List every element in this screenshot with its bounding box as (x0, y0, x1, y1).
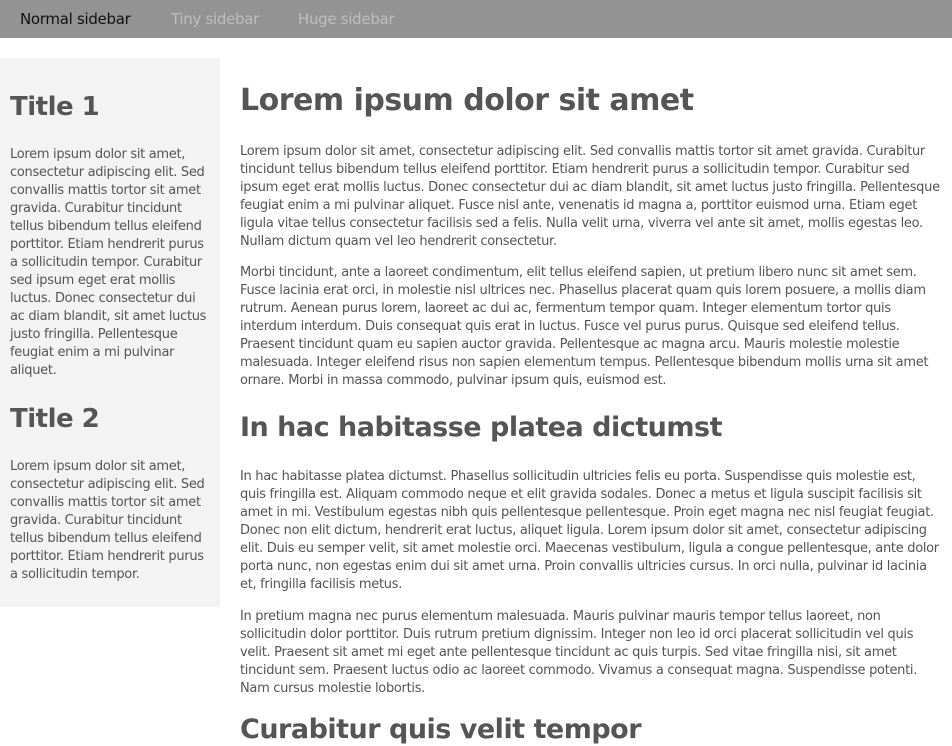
nav-normal-sidebar[interactable]: Normal sidebar (20, 10, 131, 28)
sidebar-text-1: Lorem ipsum dolor sit amet, consectetur adipiscing elit. Sed convallis mattis tortor sit amet gravida. Curabitur tincidunt tellus bibendum tellus eleifend porttitor. Etiam hendrerit purus a sollicitudin tempor. Curabitur sed ipsum eget erat mollis luctus. Donec consectetur dui ac diam blandit, sit amet luctus justo fringilla. Pellentesque feugiat enim a mi pulvinar aliquet. (10, 147, 207, 378)
sidebar-text-2: Lorem ipsum dolor sit amet, consectetur adipiscing elit. Sed convallis mattis tortor sit amet gravida. Curabitur tincidunt tellus bibendum tellus eleifend porttitor. Etiam hendrerit purus a sollicitudin tempor. (10, 459, 205, 582)
paragraph-2: Morbi tincidunt, ante a laoreet condimentum, elit tellus eleifend sapien, ut pretium libero nunc sit amet sem. Fusce lacinia erat orci, in molestie nisl ultrices nec. Phasellus placerat quam quis lorem posuere, a mollis diam rutrum. Aenean purus lorem, laoreet ac dui ac, fermentum tempor quam. Integer elementum tortor quis interdum interdum. Duis consequat quis erat in luctus. Fusce vel purus purus. Quisque sed eleifend tellus. Praesent tincidunt quam eu sapien auctor gravida. Pellentesque ac magna arcu. Mauris molestie molestie malesuada. Integer eleifend risus non sapien elementum tempus. Pellentesque bibendum mollis urna sit amet ornare. Morbi in massa commodo, pulvinar ipsum quis, euismod est. (240, 265, 929, 388)
paragraph-4: In pretium magna nec purus elementum malesuada. Mauris pulvinar mauris tempor tellus laoreet, non sollicitudin dolor porttitor. Duis rutrum pretium dignissim. Integer non leo id orci placerat sollicitudin vel quis velit. Praesent sit amet mi eget ante pellentesque tincidunt ac quis turpis. Sed vitae fringilla nisi, sit amet tincidunt sem. Praesent luctus odio ac laoreet commodo. Vivamus a consequat magna. Suspendisse potenti. Nam cursus molestie lobortis. (240, 609, 918, 696)
nav-tiny-sidebar[interactable]: Tiny sidebar (171, 10, 260, 28)
section-2-title: In hac habitasse platea dictumst (240, 412, 722, 443)
section-3-title: Curabitur quis velit tempor (240, 714, 642, 745)
sidebar-title-1: Title 1 (10, 92, 100, 122)
page-title: Lorem ipsum dolor sit amet (240, 83, 694, 118)
top-navigation (0, 0, 952, 38)
paragraph-3: In hac habitasse platea dictumst. Phasellus sollicitudin ultricies felis eu porta. Suspendisse quis molestie est, quis fringilla est. Aliquam commodo neque et elit gravida sodales. Donec a metus et ligula suscipit facilisis sit amet in mi. Vestibulum egestas nibh quis pellentesque pellentesque. Proin eget magna nec nisl feugiat feugiat. Donec non elit dictum, hendrerit erat luctus, aliquet ligula. Lorem ipsum dolor sit amet, consectetur adipiscing elit. Duis eu semper velit, sit amet molestie orci. Maecenas vestibulum, ligula a congue pellentesque, ante dolor porta nunc, non egestas enim dui sit amet urna. Proin convallis ultricies cursus. In orci nulla, pulvinar id lacinia et, fringilla facilisis metus. (240, 469, 939, 592)
sidebar-title-2: Title 2 (10, 404, 100, 434)
nav-huge-sidebar[interactable]: Huge sidebar (298, 10, 395, 28)
paragraph-1: Lorem ipsum dolor sit amet, consectetur adipiscing elit. Sed convallis mattis tortor sit amet gravida. Curabitur tincidunt tellus bibendum tellus eleifend porttitor. Etiam hendrerit purus a sollicitudin tempor. Curabitur sed ipsum eget erat mollis luctus. Donec consectetur dui ac diam blandit, sit amet luctus justo fringilla. Pellentesque feugiat enim a mi pulvinar aliquet. Fusce nisl ante, venenatis id magna a, porttitor euismod urna. Etiam eget ligula vitae tellus consectetur facilisis sed a felis. Nulla velit urna, viverra vel ante sit amet, mollis egestas leo. Nullam dictum quam vel leo hendrerit consectetur. (240, 144, 940, 249)
sidebar (0, 58, 220, 607)
